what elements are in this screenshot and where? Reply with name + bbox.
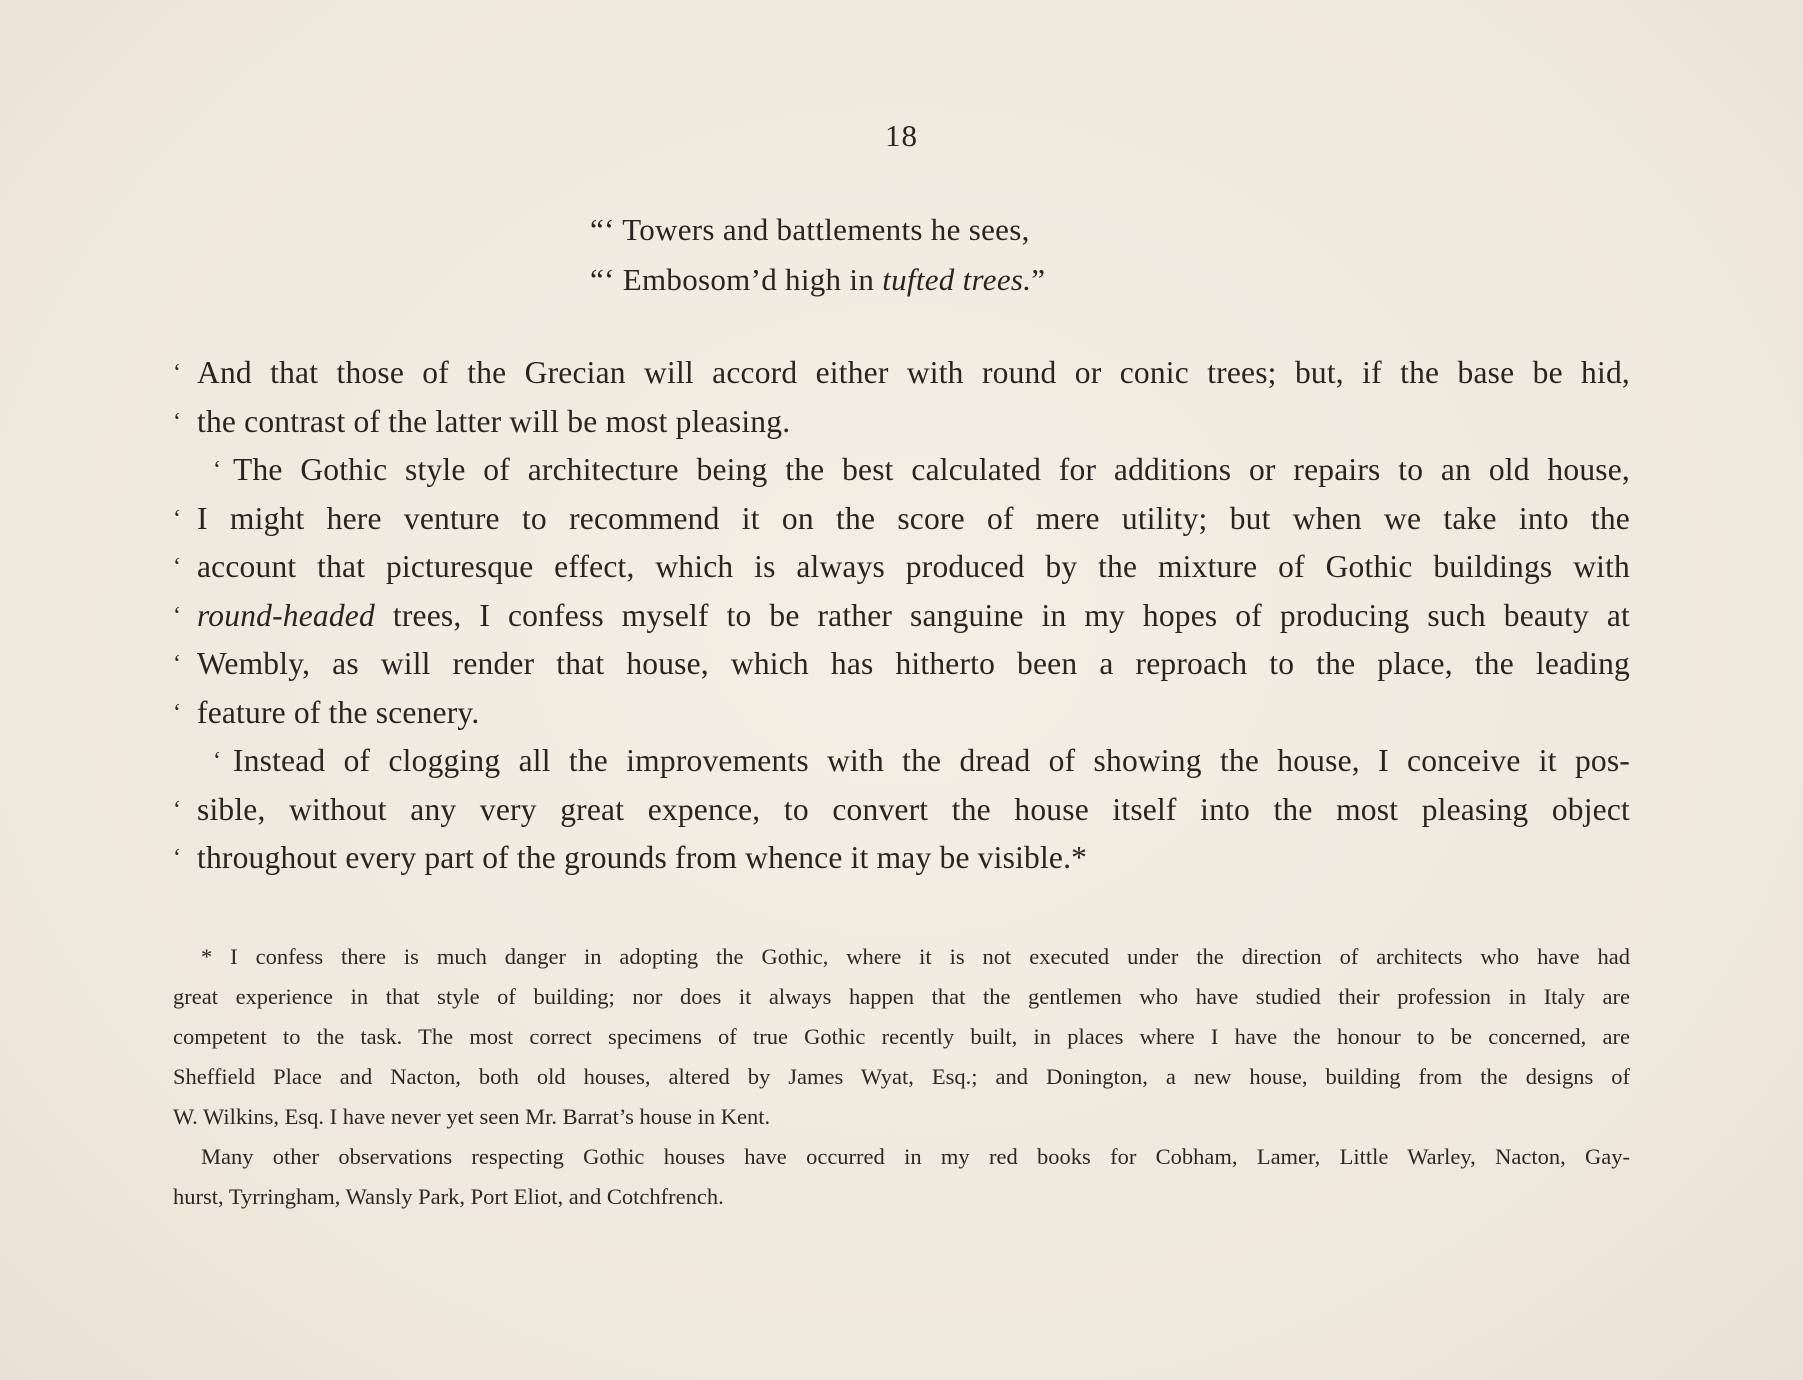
quote-mark: ‘ [173,554,182,580]
verse-quotation [590,205,1045,305]
quote-mark: ‘ [173,360,182,386]
quote-mark: “‘ [590,262,615,297]
text-line [173,349,1630,398]
verse-text: Towers and battlements he sees, [622,212,1030,247]
quote-mark: ‘ [213,748,222,774]
line-text: the contrast of the latter will be most pleasing. [197,403,791,439]
line-text: Instead of clogging all the improvements with the dread of showing the house, I conceive it pos- [233,743,1630,778]
page-number: 18 [885,118,918,153]
quote-mark: ‘ [213,457,222,483]
text-line [173,640,1630,689]
quote-mark: ‘ [173,408,182,435]
quote-mark: “‘ [590,212,615,247]
quote-mark: ” [1031,262,1046,297]
quote-mark: ‘ [173,505,182,532]
quote-mark: ‘ [173,651,182,677]
verse-text: Embosom’d high in [622,262,875,297]
footnote-line: Many other observations respecting Gothic houses have occurred in my red books for Cobham, Lamer, Little Warley, Nacton, Gay- [201,1144,1630,1169]
line-text: Wembly, as will render that house, which has hitherto been a reproach to the place, the leading [197,646,1630,681]
text-line [173,737,1630,786]
footnote-line: Sheffield Place and Nacton, both old houses, altered by James Wyat, Esq.; and Donington, a new house, building from the designs of [173,1064,1630,1089]
body-text [173,349,1630,883]
quote-mark: ‘ [173,845,182,871]
line-text: I might here venture to recommend it on the score of mere utility; but when we take into the [197,500,1630,536]
text-line [173,834,1630,883]
line-text: sible, without any very great expence, to convert the house itself into the most pleasing object [197,791,1630,827]
line-text: throughout every part of the grounds from whence it may be visible.* [197,840,1088,875]
quote-mark: ‘ [173,796,182,823]
quote-mark: ‘ [173,699,182,726]
italic-text: round-headed [197,597,375,633]
line-text: The Gothic style of architecture being the best calculated for additions or repairs to an old house, [233,452,1630,487]
verse-line [590,205,1045,255]
line-text: feature of the scenery. [197,694,480,730]
text-line [173,543,1630,592]
text-line [173,689,1630,738]
text-line [173,446,1630,495]
footnote-line: W. Wilkins, Esq. I have never yet seen Mr. Barrat’s house in Kent. [173,1104,771,1129]
text-line [173,398,1630,447]
line-text: And that those of the Grecian will accord either with round or conic trees; but, if the base be hid, [197,355,1630,390]
verse-line [590,255,1045,305]
footnote-line: hurst, Tyrringham, Wansly Park, Port Eliot, and Cotchfrench. [173,1184,724,1209]
line-text: account that picturesque effect, which is always produced by the mixture of Gothic buildings with [197,549,1630,584]
footnote [173,937,1630,1217]
footnote-line: * I confess there is much danger in adopting the Gothic, where it is not executed under the direction of architects who have had [201,944,1630,969]
text-line [173,592,1630,641]
text-line [173,495,1630,544]
footnote-line: competent to the task. The most correct specimens of true Gothic recently built, in places where I have the honour to be concerned, are [173,1024,1630,1049]
verse-italic-text: tufted trees. [882,262,1032,297]
footnote-line: great experience in that style of building; nor does it always happen that the gentlemen who have studied their profession in Italy are [173,984,1630,1009]
text-line [173,786,1630,835]
line-text: trees, I confess myself to be rather sanguine in my hopes of producing such beauty at [374,597,1630,633]
quote-mark: ‘ [173,602,182,629]
